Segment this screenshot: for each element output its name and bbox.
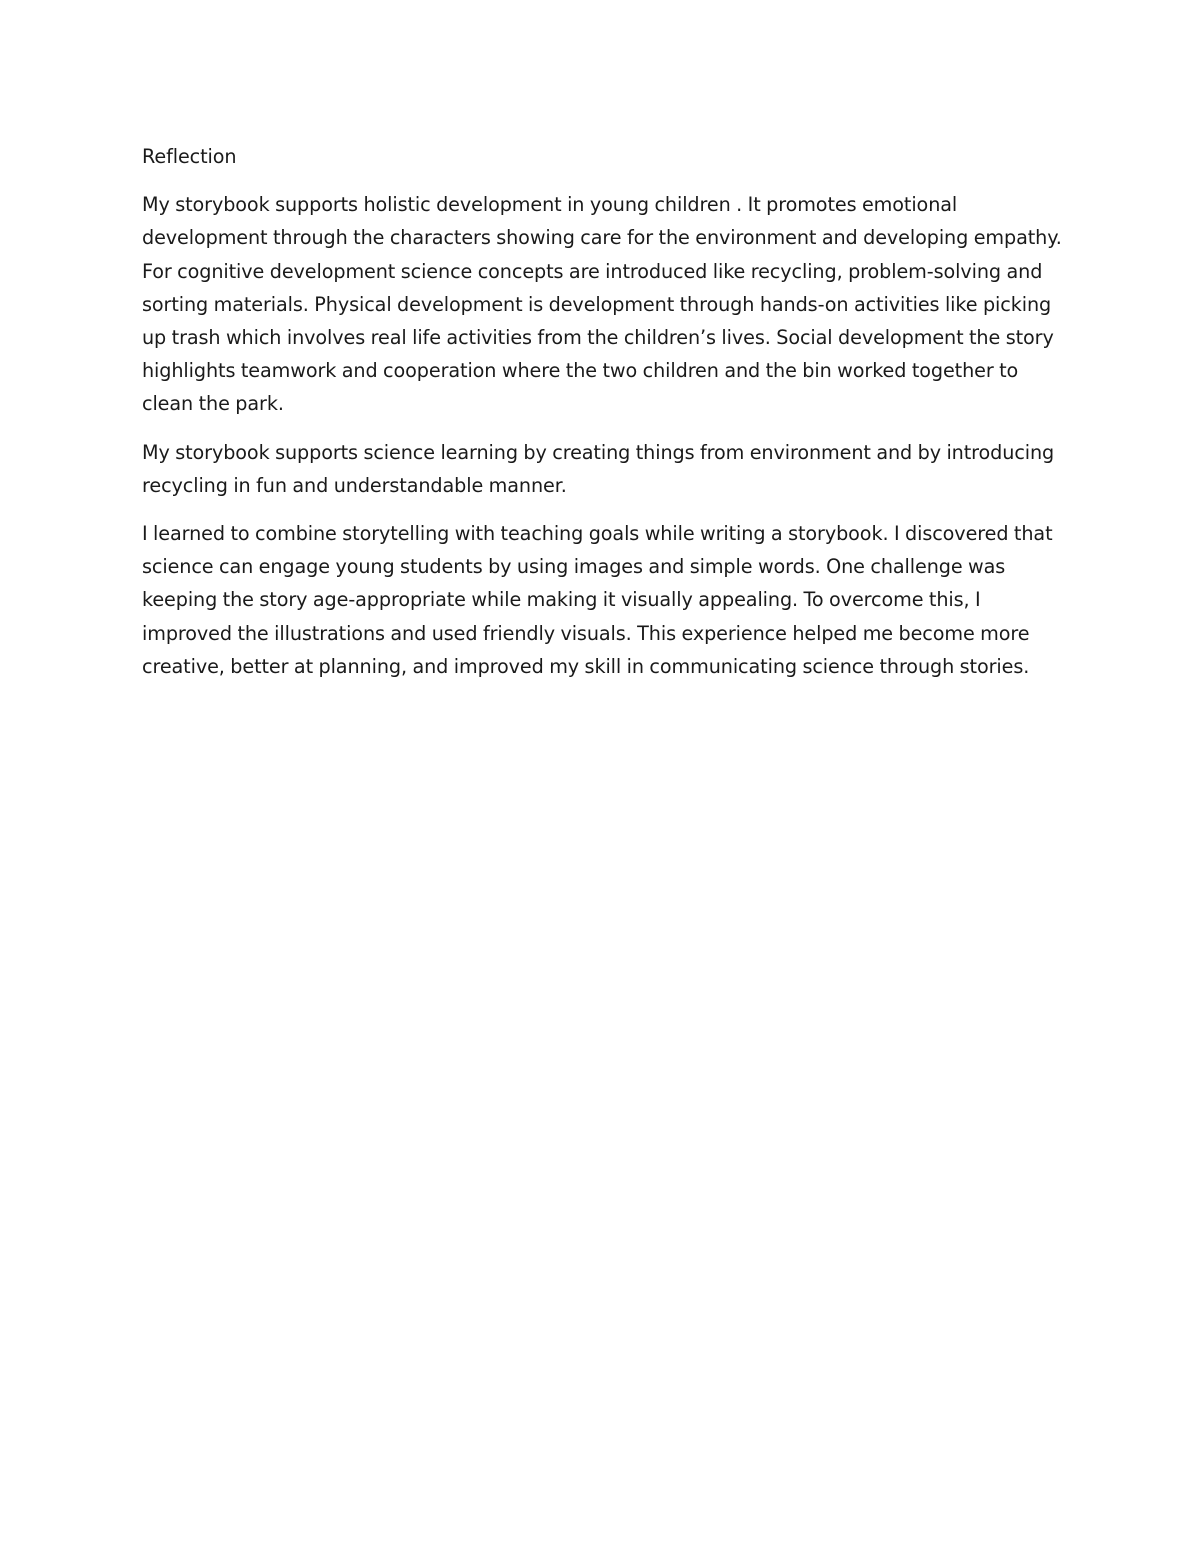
paragraph-science-learning: My storybook supports science learning by creating things from environment and by introducing recycling in fun and understandable manner. [142,440,1055,497]
paragraph-development: My storybook supports holistic development in young children . It promotes emotional development through the characters showing care for the environment and developing empathy. For cognitive development science concepts are introduced like recycling, problem-solving and sorting materials. Physical development is development through hands-on activities like picking up trash which involves real life activities from the children’s lives. Social development the story highlights teamwork and cooperation where the two children and the bin worked together to clean the park. [142,193,1062,416]
paragraph-lessons-learned: I learned to combine storytelling with teaching goals while writing a storybook. I discovered that science can engage young students by using images and simple words. One challenge was keeping the story age-appropriate while making it visually appealing. To overcome this, I improved the illustrations and used friendly visuals. This experience helped me become more creative, better at planning, and improved my skill in communicating science through stories. [142,522,1053,678]
document-title: Reflection [142,145,237,168]
document-body [142,140,1062,698]
